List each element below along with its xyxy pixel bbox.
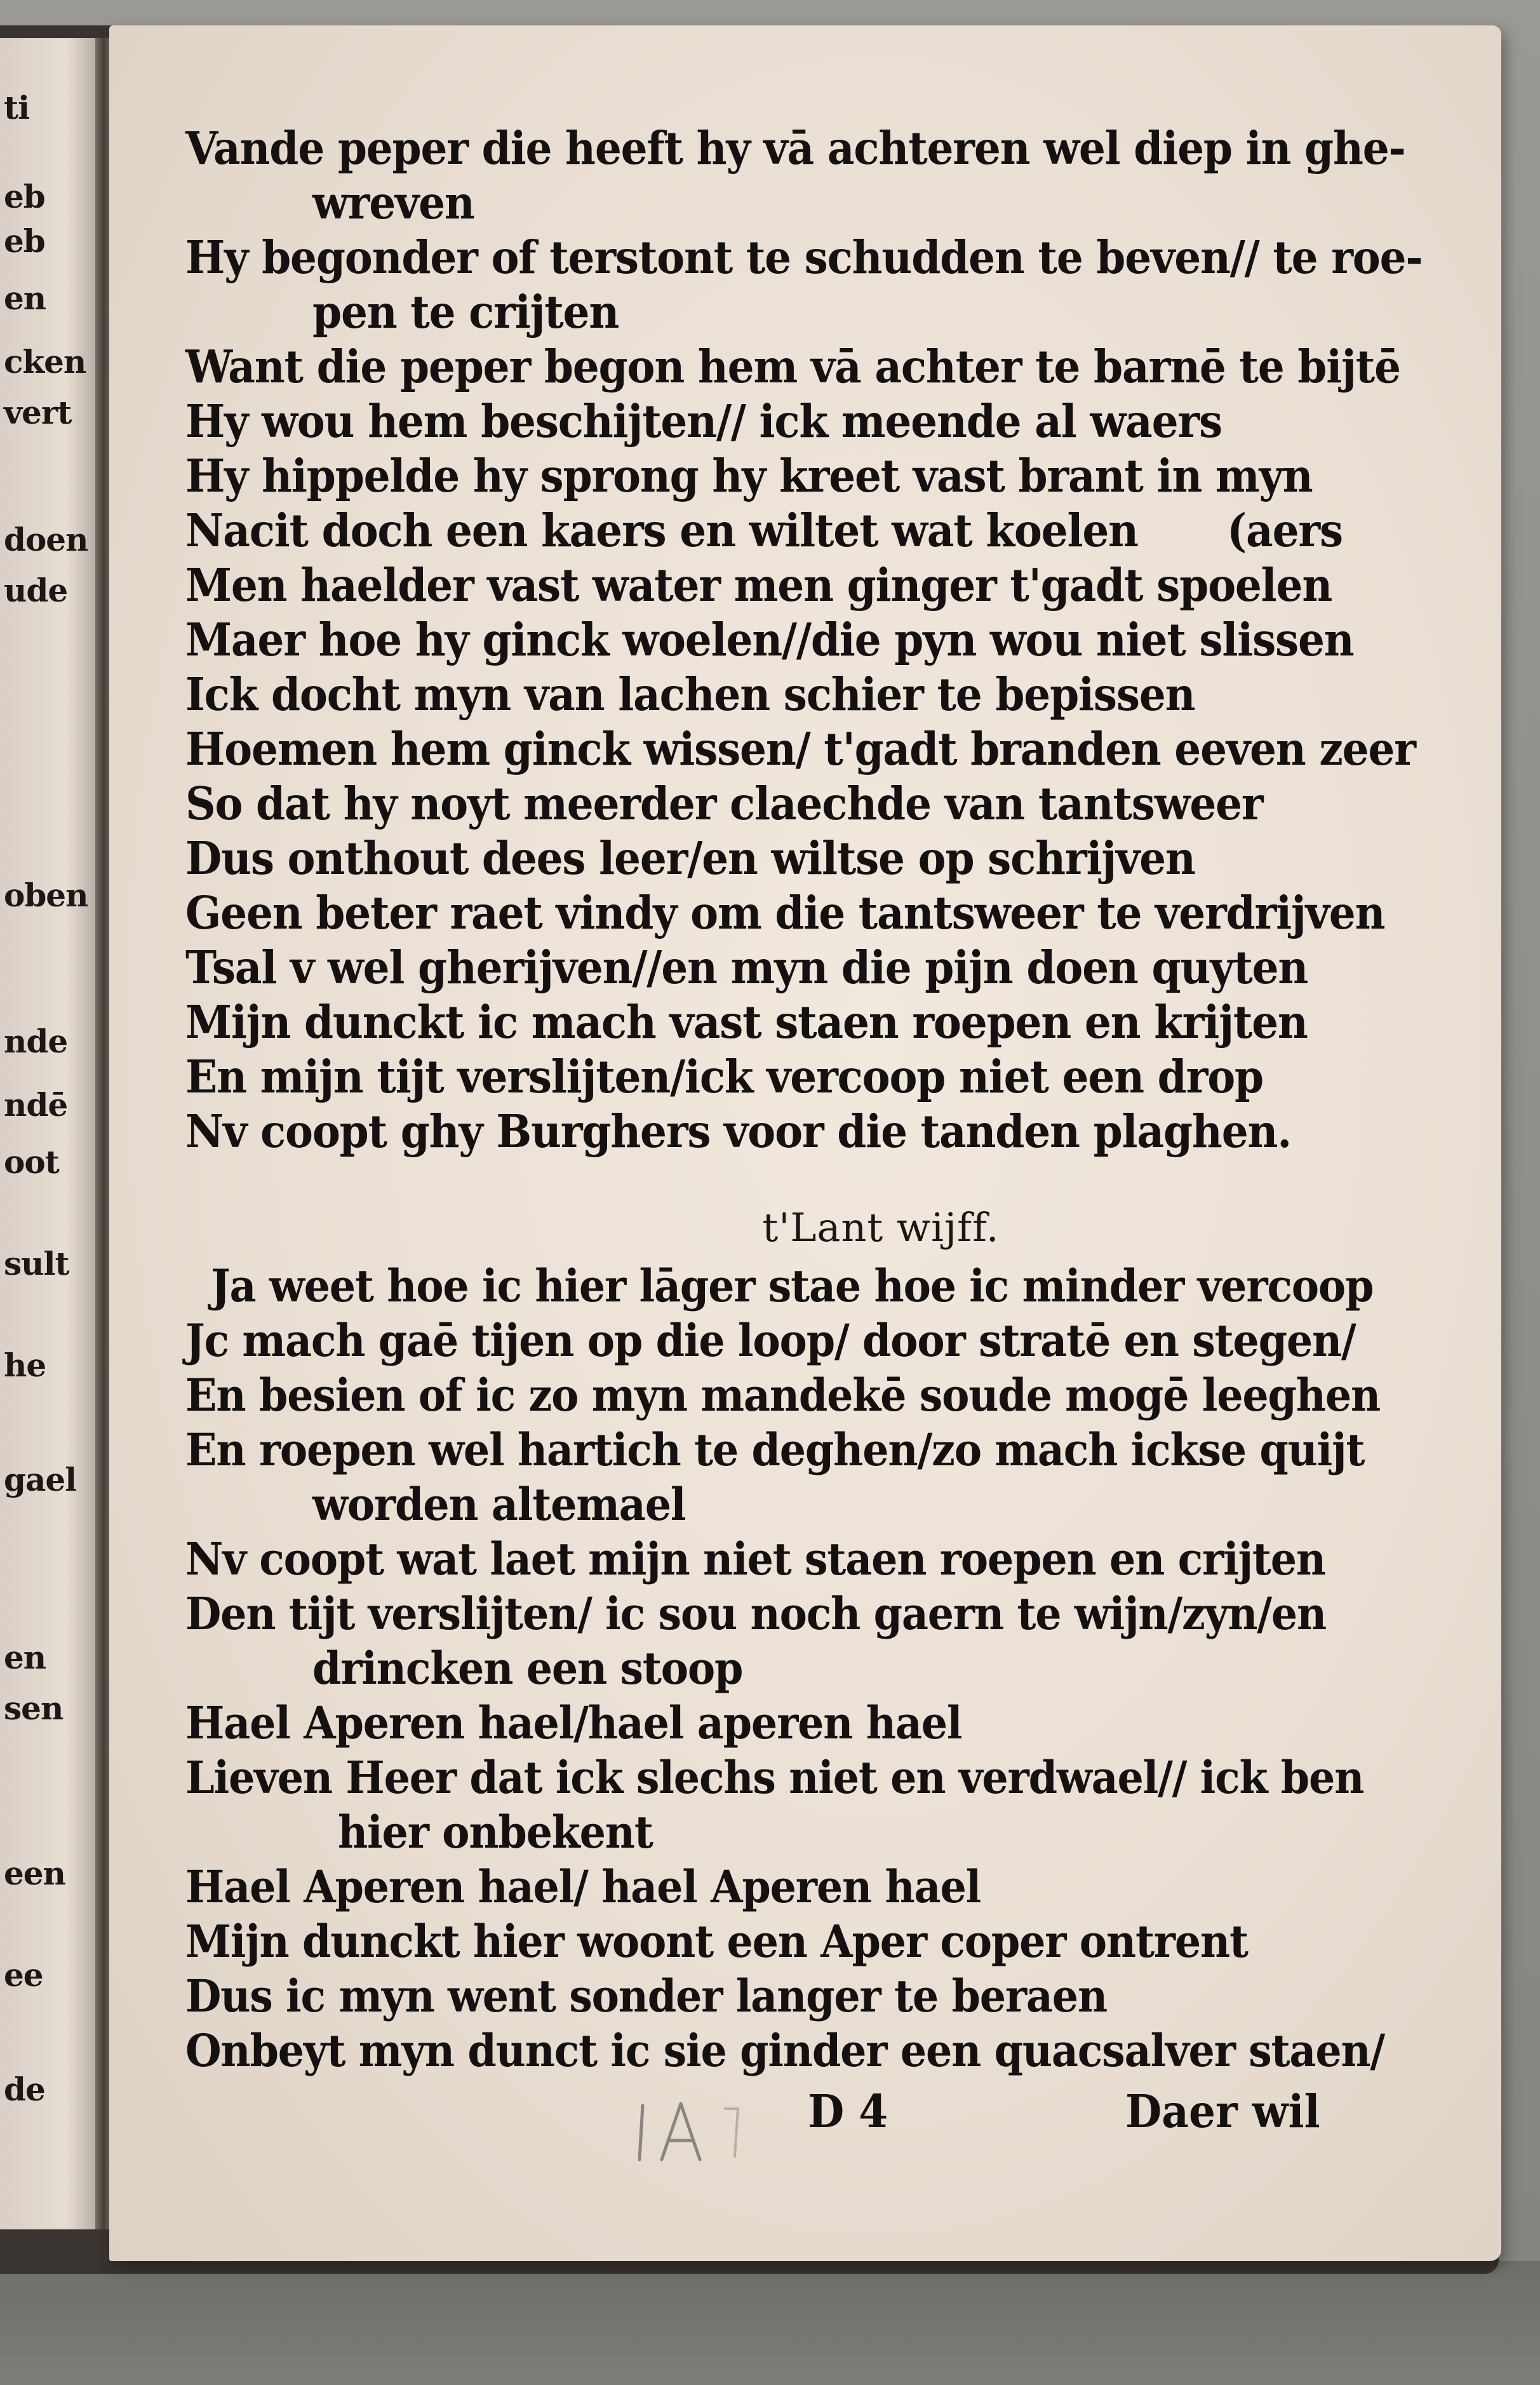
text-line: Jc mach gaē tijen op die loop/ door stratē en stegen/	[185, 1314, 1356, 1367]
text-line: wreven	[312, 175, 474, 230]
text-line: Dus onthout dees leer/en wiltse op schrijven	[185, 831, 1195, 885]
facing-page-fragment: sen	[4, 1690, 64, 1727]
facing-page-fragment: ude	[4, 572, 68, 609]
speaker-heading: t'Lant wijff.	[762, 1204, 1000, 1251]
page-footer	[109, 2086, 1501, 2150]
text-line: Maer hoe hy ginck woelen//die pyn wou niet slissen	[185, 612, 1354, 667]
text-line: So dat hy noyt meerder claechde van tantsweer	[185, 776, 1263, 831]
facing-page-fragment: een	[4, 1855, 65, 1892]
text-line: Want die peper begon hem vā achter te barnē te bijtē	[185, 339, 1400, 394]
text-line: En mijn tijt verslijten/ick vercoop niet een drop	[185, 1049, 1263, 1104]
text-line: En besien of ic zo myn mandekē soude mogē leeghen	[185, 1369, 1381, 1422]
text-line-main: Nacit doch een kaers en wiltet wat koelen	[185, 503, 1138, 558]
facing-page-fragment: ndē	[4, 1086, 68, 1124]
text-line: Hy begonder of terstont te schudden te beven// te roe-	[185, 230, 1423, 285]
text-line: Hoemen hem ginck wissen/ t'gadt branden eeven zeer	[185, 722, 1416, 776]
text-line: pen te crijten	[312, 285, 619, 339]
text-line: Onbeyt myn dunct ic sie ginder een quacsalver staen/	[185, 2024, 1385, 2078]
facing-page-fragment: eb	[4, 222, 45, 260]
text-line: Hy wou hem beschijten// ick meende al waers	[185, 394, 1222, 448]
text-line: Nv coopt wat laet mijn niet staen roepen en crijten	[185, 1533, 1325, 1586]
turnover-rhyme: (aers	[1227, 503, 1342, 558]
facing-page-fragment: nde	[4, 1023, 68, 1060]
text-line: Hael Aperen hael/hael aperen hael	[185, 1696, 962, 1750]
text-line: Hael Aperen hael/ hael Aperen hael	[185, 1860, 981, 1914]
text-line: Tsal v wel gherijven//en myn die pijn doen quyten	[185, 940, 1308, 995]
facing-page-fragment: en	[4, 279, 46, 317]
text-line: Den tijt verslijten/ ic sou noch gaern te wijn/zyn/en	[185, 1587, 1327, 1641]
facing-page-fragment: oot	[4, 1143, 59, 1181]
text-line: Nv coopt ghy Burghers voor die tanden plaghen.	[185, 1104, 1292, 1159]
facing-page-fragment: ee	[4, 1956, 43, 1994]
text-line: Men haelder vast water men ginger t'gadt spoelen	[185, 558, 1332, 612]
text-line: Mijn dunckt ic mach vast staen roepen en krijten	[185, 995, 1308, 1049]
text-line: En roepen wel hartich te deghen/zo mach ickse quijt	[185, 1423, 1365, 1477]
text-line	[185, 501, 1462, 560]
facing-page-fragment: he	[4, 1347, 46, 1384]
stanza-1	[185, 121, 1462, 1159]
facing-page-fragment: sult	[4, 1245, 69, 1282]
stanza-2	[185, 1259, 1462, 2078]
facing-page-fragment: oben	[4, 877, 88, 914]
facing-page-fragment: vert	[4, 394, 72, 431]
facing-page-fragment: cken	[4, 343, 86, 380]
facing-page-fragment: gael	[4, 1461, 77, 1498]
right-page	[109, 25, 1501, 2261]
facing-page-fragment: en	[4, 1639, 46, 1676]
text-line: Mijn dunckt hier woont een Aper coper ontrent	[185, 1915, 1248, 1968]
text-line: Dus ic myn went sonder langer te beraen	[185, 1970, 1108, 2023]
left-page	[0, 38, 95, 2229]
catchword: Daer wil	[1125, 2084, 1320, 2139]
facing-page-fragment: ti	[4, 89, 30, 126]
table-surface	[0, 2261, 1540, 2385]
signature-mark: D 4	[808, 2084, 888, 2139]
text-line: hier onbekent	[338, 1806, 653, 1859]
text-line: drincken een stoop	[312, 1642, 743, 1695]
text-line: worden altemael	[312, 1478, 686, 1531]
facing-page-fragment: eb	[4, 178, 45, 215]
text-line: Ja weet hoe ic hier lāger stae hoe ic minder vercoop	[211, 1260, 1374, 1313]
page-text	[185, 121, 1462, 2078]
pencil-annotation	[630, 2096, 757, 2166]
text-line: Ick docht myn van lachen schier te bepissen	[185, 667, 1195, 722]
facing-page-fragment: de	[4, 2071, 45, 2108]
text-line: Hy hippelde hy sprong hy kreet vast brant in myn	[185, 448, 1313, 503]
text-line: Lieven Heer dat ick slechs niet en verdwael// ick ben	[185, 1751, 1364, 1804]
facing-page-fragment: doen	[4, 521, 88, 558]
text-line: Vande peper die heeft hy vā achteren wel diep in ghe-	[185, 121, 1405, 175]
text-line: Geen beter raet vindy om die tantsweer te verdrijven	[185, 885, 1385, 940]
